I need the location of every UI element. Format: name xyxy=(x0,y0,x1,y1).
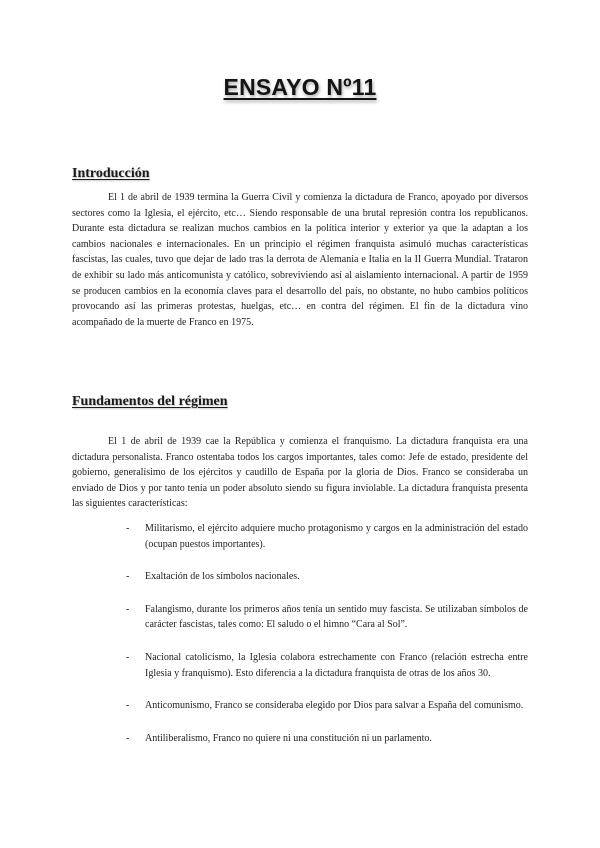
list-item-text: Anticomunismo, Franco se consideraba elegido por Dios para salvar a España del comunismo. xyxy=(145,700,524,712)
list-item-text: Nacional catolicismo, la Iglesia colabora estrechamente con Franco (relación estrecha entre Iglesia y franquismo). Esto diferencia a la dictadura franquista de otras de los años 30. xyxy=(145,651,528,679)
list-item xyxy=(72,698,528,714)
list-dash: - xyxy=(126,571,130,583)
list-item xyxy=(72,650,528,681)
list-item xyxy=(72,731,528,747)
list-item-text: Militarismo, el ejército adquiere mucho protagonismo y cargos en la administración del estado (ocupan puestos importantes). xyxy=(145,523,528,550)
list-item xyxy=(72,569,528,585)
document-title: ENSAYO Nº11 xyxy=(223,74,377,100)
fundamentos-paragraph: El 1 de abril de 1939 cae la República y comienza el franquismo. La dictadura franquista era una dictadura personalista. Franco ostentaba todos los cargos importantes, tales como: Jefe de estado, presidente del gobierno, generalísimo de los ejércitos y caudillo de España por la gloria de Dios. Franco se consideraba un enviado de Dios y por tanto tenía un poder absoluto siendo su figura inviolable. La dictadura franquista presenta las siguientes características: xyxy=(72,436,528,510)
list-item-text: Antiliberalismo, Franco no quiere ni una constitución ni un parlamento. xyxy=(145,732,432,744)
section-heading-fundamentos: Fundamentos del régimen xyxy=(72,394,228,409)
list-dash: - xyxy=(126,603,130,615)
characteristics-list xyxy=(72,521,528,746)
list-item-text: Falangismo, durante los primeros años tenía un sentido muy fascista. Se utilizaban símbolos de carácter fascistas, tales como: El saludo o el himno “Cara al Sol”. xyxy=(145,603,528,631)
list-item xyxy=(72,602,528,633)
list-dash: - xyxy=(126,732,130,744)
list-item-text: Exaltación de los símbolos nacionales. xyxy=(145,571,300,583)
list-dash: - xyxy=(126,700,130,712)
list-dash: - xyxy=(126,523,130,534)
list-item xyxy=(72,521,528,552)
section-heading-introduccion: Introducción xyxy=(72,166,150,181)
list-dash: - xyxy=(126,651,130,663)
intro-paragraph: El 1 de abril de 1939 termina la Guerra Civil y comienza la dictadura de Franco, apoyado por diversos sectores como la Iglesia, el ejército, etc… Siendo responsable de una brutal represión contra los republicanos. Durante esta dictadura se realizan muchos cambios en la política interior y exterior ya que la adaptan a los cambios nacionales e internacionales. En un principio el régimen franquista asimuló muchas características fascistas, las cuales, tuvo que dejar de lado tras la derrota de Alemania e Italia en la II Guerra Mundial. Trataron de exhibir su lado más anticomunista y católico, sobreviviendo así al aislamiento internacional. A partir de 1959 se producen cambios en la economía claves para el desarrollo del país, no obstante, no hubo cambios políticos provocando así las primeras protestas, huelgas, etc… en contra del régimen. El fin de la dictadura vino acompañado de la muerte de Franco en 1975. xyxy=(72,192,528,328)
